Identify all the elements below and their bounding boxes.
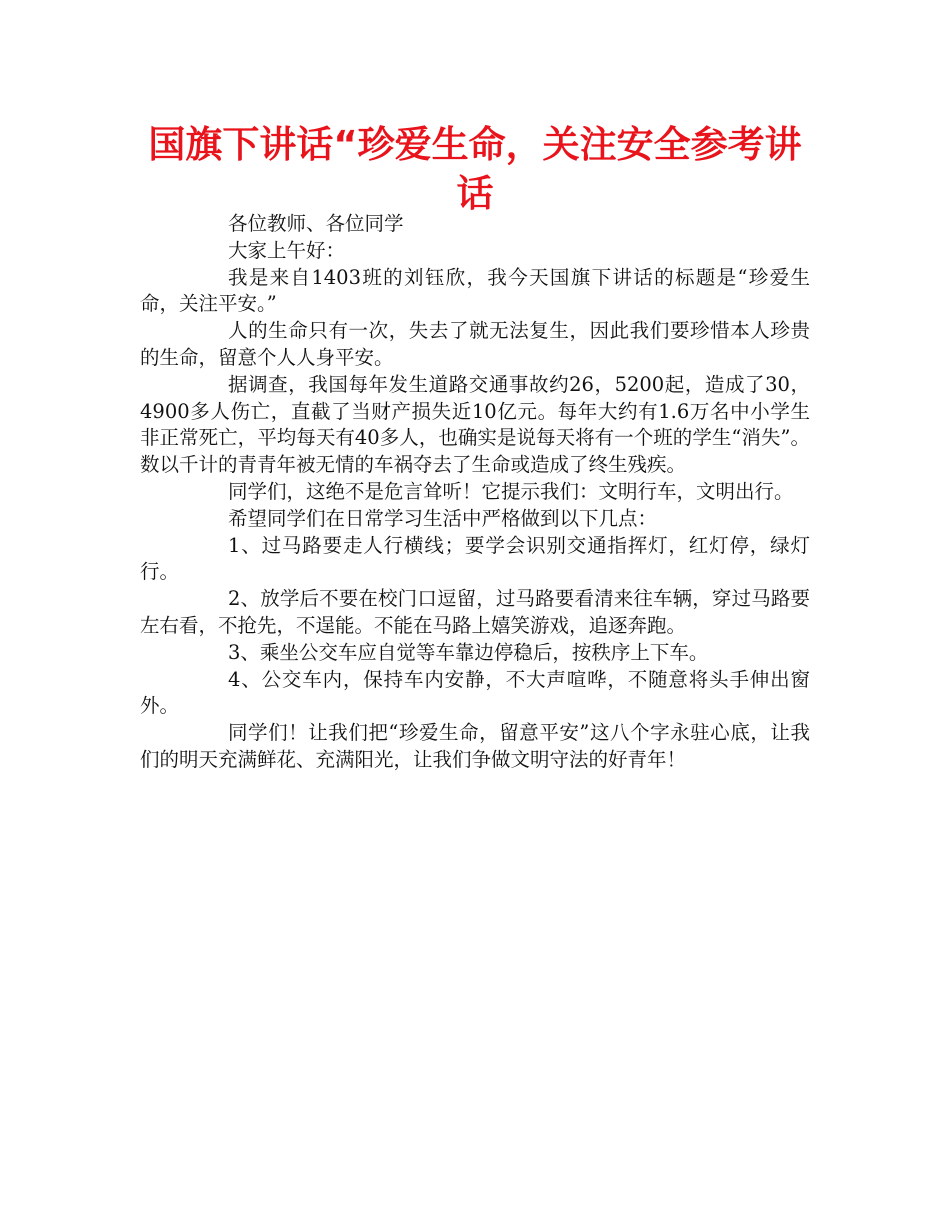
list-item-rule-1: 1、过马路要走人行横线；要学会识别交通指挥灯，红灯停，绿灯行。 xyxy=(140,533,810,584)
paragraph-life-once: 人的生命只有一次，失去了就无法复生，因此我们要珍惜本人珍贵的生命，留意个人人身平安。 xyxy=(140,319,810,369)
paragraph-statistics: 据调查，我国每年发生道路交通事故约26，5200起，造成了30，4900多人伤亡，直截了当财产损失近10亿元。每年大约有1.6万名中小学生非正常死亡，平均每天有40多人，也确实是说每天将有一个班的学生“消失”。数以千计的青青年被无情的车祸夺去了生命或造成了终生残疾。 xyxy=(140,372,810,477)
paragraph-salutation: 各位教师、各位同学 xyxy=(228,212,404,235)
paragraph-warning: 同学们，这绝不是危言耸听！它提示我们：文明行车，文明出行。 xyxy=(228,479,794,503)
list-item-rule-4: 4、公交车内，保持车内安静，不大声喧哗，不随意将头手伸出窗外。 xyxy=(140,667,810,718)
paragraph-hope: 希望同学们在日常学习生活中严格做到以下几点： xyxy=(228,506,658,530)
list-item-rule-3: 3、乘坐公交车应自觉等车靠边停稳后，按秩序上下车。 xyxy=(228,640,709,664)
paragraph-closing: 同学们！让我们把“珍爱生命，留意平安”这八个字永驻心底，让我们的明天充满鲜花、充满阳光，让我们争做文明守法的好青年！ xyxy=(140,721,810,771)
document-body xyxy=(140,211,810,774)
paragraph-greeting: 大家上午好： xyxy=(228,238,346,262)
list-item-rule-2: 2、放学后不要在校门口逗留，过马路要看清来往车辆，穿过马路要左右看，不抢先，不逞能。不能在马路上嬉笑游戏，追逐奔跑。 xyxy=(140,587,810,637)
paragraph-introduction: 我是来自1403班的刘钰欣，我今天国旗下讲话的标题是“珍爱生命，关注平安。” xyxy=(140,265,810,316)
document-title: 国旗下讲话“珍爱生命，关注安全参考讲话 xyxy=(148,123,802,215)
